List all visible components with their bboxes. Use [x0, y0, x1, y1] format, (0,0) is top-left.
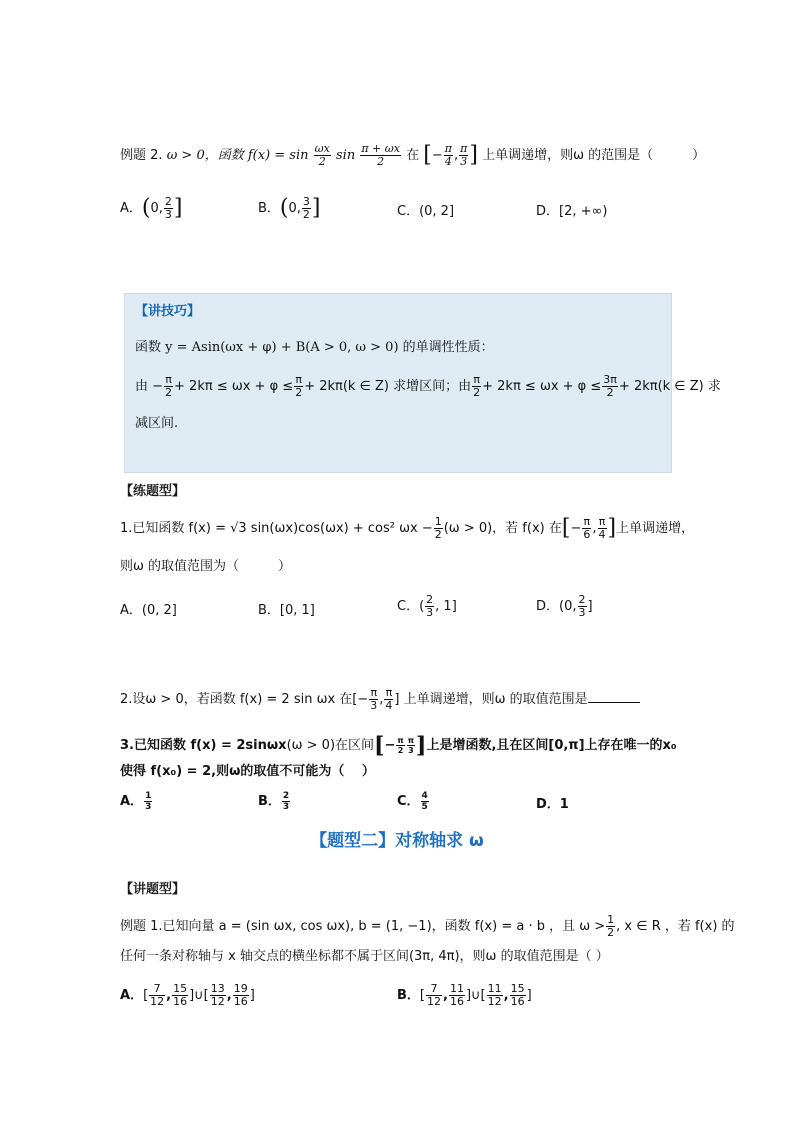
fraction: $\frac{1}{2}$: [434, 515, 442, 541]
fraction: $\frac{\pi}{2}$: [165, 373, 173, 399]
fraction: $\frac{\pi}{4}$: [444, 142, 452, 168]
example2-fx: f(x) = sin: [247, 148, 309, 163]
q3-option-d[interactable]: D．1: [536, 797, 569, 812]
example2-condition: ω > 0，函数: [166, 148, 244, 163]
fraction: $\frac{\pi}{4}$: [598, 515, 606, 541]
example2-question: 例题 2. ω > 0，函数 f(x) = sin $\frac{\omega x}{2}$ sin $\frac{\pi + \omega x}{2}$ 在 [− $\frac{\pi}{4}$ , $\frac{\pi}{3}$ ] 上单调递增，则ω 的范围是（ ）: [120, 142, 706, 168]
fraction: $\frac{2}{3}$: [578, 593, 586, 619]
q1-option-a[interactable]: A．(0, 2]: [120, 603, 177, 618]
fraction: $\frac{\pi}{6}$: [583, 515, 591, 541]
fraction: $\frac{15}{16}$: [510, 982, 525, 1008]
lecture-title: 【讲题型】: [120, 882, 186, 897]
fraction: $\frac{\pi}{4}$: [385, 686, 393, 712]
example2-tail: 上单调递增，则ω 的范围是（ ）: [482, 148, 706, 163]
fraction: $\frac{2}{3}$: [426, 593, 434, 619]
q1-option-d[interactable]: D．(0, $\frac{2}{3}$ ]: [536, 593, 593, 619]
tip-line3: 减区间.: [135, 416, 179, 431]
practice-q3-line2: 使得 f(x₀) = 2,则ω的取值不可能为（ ）: [120, 764, 375, 779]
q3-option-a[interactable]: A． $\frac{1}{3}$: [120, 791, 152, 812]
fraction: $\frac{7}{12}$: [427, 982, 441, 1008]
fraction: $\frac{15}{16}$: [173, 982, 188, 1008]
practice-title: 【练题型】: [120, 484, 186, 499]
tip-line2: 由 − $\frac{\pi}{2}$ + 2kπ ≤ ωx + φ ≤ $\frac{\pi}{2}$ + 2kπ(k ∈ Z) 求增区间；由 $\frac{\pi}{2}$ + 2kπ ≤ ωx + φ ≤ $\frac{3\pi}{2}$ + 2kπ(k ∈ Z) 求: [135, 373, 721, 399]
fraction: $\frac{11}{12}$: [487, 982, 502, 1008]
lecture-example1-line1: 例题 1.已知向量 a = (sin ωx, cos ωx), b = (1, −1)，函数 f(x) = a · b ，且 ω > $\frac{1}{2}$ , x ∈ R ，若 f(x) 的: [120, 913, 735, 939]
fraction: $\frac{\pi}{2}$: [473, 373, 481, 399]
tip-title: 【讲技巧】: [135, 304, 201, 319]
fraction: $\frac{\pi}{2}$: [295, 373, 303, 399]
practice-q1-line2: 则ω 的取值范围为（ ）: [120, 559, 292, 574]
fraction: $\frac{\pi}{2}$: [397, 736, 404, 755]
example2-option-d[interactable]: D．[2, +∞): [536, 204, 608, 219]
fraction: $\frac{11}{16}$: [449, 982, 464, 1008]
lecture-example1-line2: 任何一条对称轴与 x 轴交点的横坐标都不属于区间(3π, 4π)，则ω 的取值范围是（ ）: [120, 949, 609, 964]
fraction: $\frac{13}{12}$: [210, 982, 225, 1008]
fraction: $\frac{1}{3}$: [145, 791, 152, 812]
fraction: $\frac{\pi}{3}$: [370, 686, 378, 712]
fraction: $\frac{2}{3}$: [282, 791, 290, 812]
practice-q1-line1: 1.已知函数 f(x) = √3 sin(ωx)cos(ωx) + cos² ωx − $\frac{1}{2}$ (ω > 0)，若 f(x) 在[− $\frac{\pi}{6}$ , $\frac{\pi}{4}$ ]上单调递增，: [120, 515, 695, 541]
lecture-option-b[interactable]: B．[ $\frac{7}{12}$ , $\frac{11}{16}$ ]∪[ $\frac{11}{12}$ , $\frac{15}{16}$ ]: [397, 982, 532, 1008]
practice-q3-line1: 3.已知函数 f(x) = 2sinωx(ω > 0)在区间[− $\frac{\pi}{2}$ $\frac{\pi}{3}$ ]上是增函数,且在区间[0,π]上存在唯一的x₀: [120, 732, 677, 759]
tip-line1: 函数 y = Asin(ωx + φ) + B(A > 0, ω > 0) 的单调性性质：: [135, 340, 494, 355]
fraction: $\frac{2}{3}$: [164, 195, 172, 221]
fraction: $\frac{\omega x}{2}$: [314, 142, 330, 168]
q1-option-c[interactable]: C．( $\frac{2}{3}$ , 1]: [397, 593, 457, 619]
fraction: $\frac{3\pi}{2}$: [603, 373, 617, 399]
fraction: $\frac{7}{12}$: [150, 982, 165, 1008]
practice-q2: 2.设ω > 0，若函数 f(x) = 2 sin ωx 在[− $\frac{\pi}{3}$ , $\frac{\pi}{4}$ ] 上单调递增，则ω 的取值范围是: [120, 687, 640, 712]
example2-option-a[interactable]: A．(0, $\frac{2}{3}$ ]: [120, 195, 183, 221]
section-heading-type2: 【题型二】对称轴求 ω: [310, 831, 484, 851]
q1-option-b[interactable]: B．[0, 1]: [258, 603, 315, 618]
fraction: $\frac{4}{5}$: [421, 791, 428, 812]
q3-option-b[interactable]: B． $\frac{2}{3}$: [258, 791, 290, 812]
fraction: $\frac{\pi}{3}$: [407, 736, 415, 755]
example2-option-c[interactable]: C．(0, 2]: [397, 204, 455, 219]
fraction: $\frac{3}{2}$: [302, 195, 310, 221]
fraction: $\frac{19}{16}$: [233, 982, 248, 1008]
lecture-option-a[interactable]: A．[ $\frac{7}{12}$ , $\frac{15}{16}$ ]∪[ $\frac{13}{12}$ , $\frac{19}{16}$ ]: [120, 982, 255, 1008]
answer-blank[interactable]: [588, 690, 640, 703]
example2-prefix: 例题 2.: [120, 148, 163, 163]
fraction: $\frac{\pi}{3}$: [460, 142, 468, 168]
fraction: $\frac{1}{2}$: [607, 913, 615, 939]
fraction: $\frac{\pi + \omega x}{2}$: [361, 142, 400, 168]
q3-option-c[interactable]: C． $\frac{4}{5}$: [397, 791, 428, 812]
example2-option-b[interactable]: B．(0, $\frac{3}{2}$ ]: [258, 195, 321, 221]
tip-box: [124, 293, 721, 473]
